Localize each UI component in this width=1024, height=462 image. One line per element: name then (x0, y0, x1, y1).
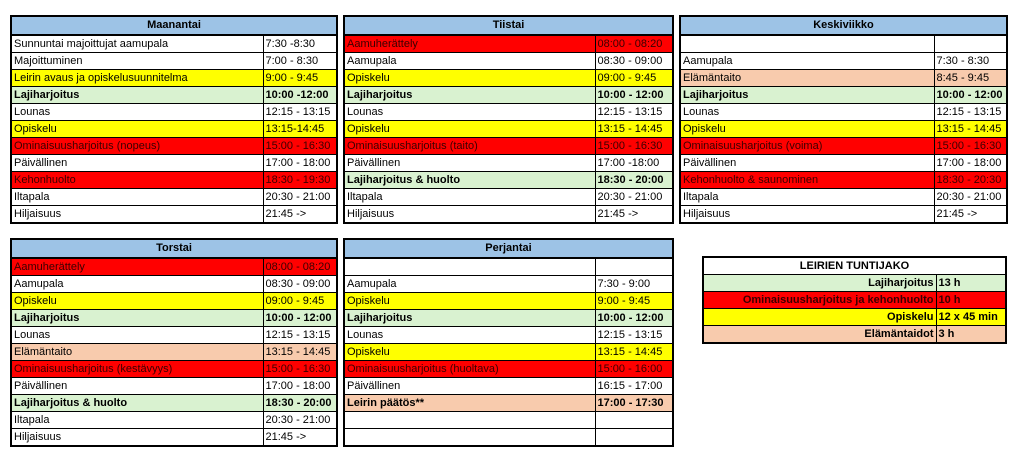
schedule-row (344, 155, 673, 172)
activity-cell: Opiskelu (344, 293, 595, 310)
schedule-row (344, 172, 673, 189)
activity-cell: Lajiharjoitus (11, 87, 263, 104)
activity-cell: Hiljaisuus (344, 206, 595, 224)
day-header: Keskiviikko (680, 16, 1007, 35)
activity-cell: Päivällinen (344, 378, 595, 395)
schedule-row (11, 87, 337, 104)
summary-row (703, 309, 1006, 326)
activity-cell: Iltapala (344, 189, 595, 206)
summary-row (703, 275, 1006, 292)
activity-cell (680, 35, 934, 53)
activity-cell: Opiskelu (344, 121, 595, 138)
time-cell: 9:00 - 9:45 (595, 293, 673, 310)
activity-cell: Aamuherättely (344, 35, 595, 53)
schedule-row (344, 189, 673, 206)
time-cell: 7:30 - 9:00 (595, 276, 673, 293)
schedule-row (680, 121, 1007, 138)
activity-cell: Lajiharjoitus (680, 87, 934, 104)
day-header: Perjantai (344, 239, 673, 258)
schedule-row (344, 327, 673, 344)
schedule-row (11, 53, 337, 70)
schedule-row (344, 378, 673, 395)
schedule-row (344, 258, 673, 276)
time-cell: 13:15 - 14:45 (263, 344, 337, 361)
schedule-row (680, 87, 1007, 104)
time-cell: 18:30 - 20:30 (934, 172, 1007, 189)
schedule-row (344, 276, 673, 293)
time-cell: 12:15 - 13:15 (595, 104, 673, 121)
time-cell: 12:15 - 13:15 (934, 104, 1007, 121)
day-header: Tiistai (344, 16, 673, 35)
time-cell (934, 35, 1007, 53)
time-cell: 15:00 - 16:00 (595, 361, 673, 378)
summary-label: Ominaisuusharjoitus ja kehonhuolto (703, 292, 936, 309)
activity-cell: Majoittuminen (11, 53, 263, 70)
summary-label: Elämäntaidot (703, 326, 936, 344)
activity-cell (344, 258, 595, 276)
summary-value: 12 x 45 min (936, 309, 1006, 326)
time-cell: 10:00 - 12:00 (934, 87, 1007, 104)
time-cell: 15:00 - 16:30 (263, 361, 337, 378)
schedule-row (680, 70, 1007, 87)
schedule-row (344, 310, 673, 327)
activity-cell: Aamuherättely (11, 258, 263, 276)
schedule-row (344, 395, 673, 412)
time-cell: 18:30 - 20:00 (595, 172, 673, 189)
time-cell: 10:00 -12:00 (263, 87, 337, 104)
summary-row (703, 292, 1006, 309)
schedule-row (11, 104, 337, 121)
activity-cell (344, 412, 595, 429)
activity-cell: Ominaisuusharjoitus (taito) (344, 138, 595, 155)
activity-cell: Lajiharjoitus (11, 310, 263, 327)
activity-cell: Iltapala (11, 189, 263, 206)
schedule-row (11, 172, 337, 189)
schedule-row (11, 206, 337, 224)
time-cell: 08:00 - 08:20 (595, 35, 673, 53)
schedule-row (680, 104, 1007, 121)
schedule-row (344, 138, 673, 155)
time-cell: 17:00 - 17:30 (595, 395, 673, 412)
schedule-row (11, 378, 337, 395)
schedule-row (11, 155, 337, 172)
friday-schedule (343, 238, 674, 447)
time-cell: 08:30 - 09:00 (595, 53, 673, 70)
schedule-row (680, 172, 1007, 189)
activity-cell: Elämäntaito (680, 70, 934, 87)
time-cell: 12:15 - 13:15 (595, 327, 673, 344)
summary-row (703, 326, 1006, 344)
schedule-row (11, 344, 337, 361)
schedule-row (11, 361, 337, 378)
schedule-row (344, 361, 673, 378)
schedule-row (680, 206, 1007, 224)
summary-value: 13 h (936, 275, 1006, 292)
summary-title: LEIRIEN TUNTIJAKO (703, 257, 1006, 275)
time-cell (595, 412, 673, 429)
time-cell: 08:30 - 09:00 (263, 276, 337, 293)
time-cell: 09:00 - 9:45 (263, 293, 337, 310)
time-cell: 13:15-14:45 (263, 121, 337, 138)
activity-cell: Opiskelu (344, 344, 595, 361)
schedule-row (344, 293, 673, 310)
time-cell: 17:00 - 18:00 (934, 155, 1007, 172)
activity-cell: Päivällinen (344, 155, 595, 172)
day-header: Torstai (11, 239, 337, 258)
activity-cell: Ominaisuusharjoitus (voima) (680, 138, 934, 155)
schedule-row (680, 189, 1007, 206)
summary-label: Lajiharjoitus (703, 275, 936, 292)
activity-cell: Kehonhuolto & saunominen (680, 172, 934, 189)
time-cell: 20:30 - 21:00 (934, 189, 1007, 206)
schedule-row (11, 310, 337, 327)
schedule-row (680, 53, 1007, 70)
activity-cell: Hiljaisuus (680, 206, 934, 224)
activity-cell: Aamupala (11, 276, 263, 293)
schedule-row (11, 293, 337, 310)
activity-cell: Päivällinen (11, 378, 263, 395)
schedule-row (11, 395, 337, 412)
activity-cell: Aamupala (344, 276, 595, 293)
activity-cell: Sunnuntai majoittujat aamupala (11, 35, 263, 53)
time-cell: 10:00 - 12:00 (263, 310, 337, 327)
day-header: Maanantai (11, 16, 337, 35)
activity-cell: Lounas (344, 104, 595, 121)
activity-cell: Lounas (11, 104, 263, 121)
summary-label: Opiskelu (703, 309, 936, 326)
time-cell: 21:45 -> (263, 206, 337, 224)
time-cell: 20:30 - 21:00 (595, 189, 673, 206)
activity-cell: Päivällinen (680, 155, 934, 172)
time-cell: 13:15 - 14:45 (595, 121, 673, 138)
schedule-row (344, 53, 673, 70)
activity-cell: Opiskelu (11, 293, 263, 310)
schedule-row (11, 276, 337, 293)
thursday-schedule (10, 238, 338, 447)
wednesday-schedule (679, 15, 1008, 224)
schedule-row (680, 35, 1007, 53)
time-cell: 18:30 - 20:00 (263, 395, 337, 412)
schedule-row (680, 155, 1007, 172)
time-cell: 13:15 - 14:45 (934, 121, 1007, 138)
schedule-row (11, 121, 337, 138)
time-cell: 21:45 -> (263, 429, 337, 447)
time-cell: 17:00 -18:00 (595, 155, 673, 172)
schedule-row (11, 429, 337, 447)
activity-cell: Opiskelu (680, 121, 934, 138)
activity-cell: Lajiharjoitus & huolto (11, 395, 263, 412)
schedule-row (344, 206, 673, 224)
activity-cell: Opiskelu (11, 121, 263, 138)
time-cell: 09:00 - 9:45 (595, 70, 673, 87)
schedule-row (344, 104, 673, 121)
activity-cell: Ominaisuusharjoitus (kestävyys) (11, 361, 263, 378)
schedule-row (344, 344, 673, 361)
time-cell (595, 429, 673, 447)
activity-cell: Iltapala (680, 189, 934, 206)
schedule-row (11, 189, 337, 206)
time-cell: 17:00 - 18:00 (263, 378, 337, 395)
time-cell: 15:00 - 16:30 (595, 138, 673, 155)
time-cell: 7:30 - 8:30 (934, 53, 1007, 70)
time-cell: 15:00 - 16:30 (263, 138, 337, 155)
schedule-row (11, 412, 337, 429)
activity-cell: Elämäntaito (11, 344, 263, 361)
schedule-row (344, 412, 673, 429)
activity-cell: Lounas (680, 104, 934, 121)
time-cell: 20:30 - 21:00 (263, 412, 337, 429)
tuesday-schedule (343, 15, 674, 224)
activity-cell: Hiljaisuus (11, 429, 263, 447)
activity-cell: Opiskelu (344, 70, 595, 87)
time-cell: 15:00 - 16:30 (934, 138, 1007, 155)
time-cell: 08:00 - 08:20 (263, 258, 337, 276)
time-cell: 17:00 - 18:00 (263, 155, 337, 172)
monday-schedule (10, 15, 338, 224)
activity-cell: Lounas (344, 327, 595, 344)
schedule-row (344, 35, 673, 53)
time-cell: 10:00 - 12:00 (595, 87, 673, 104)
activity-cell (344, 429, 595, 447)
time-cell: 21:45 -> (934, 206, 1007, 224)
activity-cell: Aamupala (680, 53, 934, 70)
schedule-row (11, 70, 337, 87)
schedule-row (344, 70, 673, 87)
activity-cell: Lounas (11, 327, 263, 344)
time-cell: 12:15 - 13:15 (263, 104, 337, 121)
activity-cell: Leirin avaus ja opiskelusuunnitelma (11, 70, 263, 87)
time-cell: 7:00 - 8:30 (263, 53, 337, 70)
activity-cell: Lajiharjoitus & huolto (344, 172, 595, 189)
summary-value: 3 h (936, 326, 1006, 344)
activity-cell: Leirin päätös** (344, 395, 595, 412)
schedule-row (344, 87, 673, 104)
time-cell: 18:30 - 19:30 (263, 172, 337, 189)
schedule-row (344, 429, 673, 447)
schedule-row (680, 138, 1007, 155)
time-cell: 16:15 - 17:00 (595, 378, 673, 395)
time-cell (595, 258, 673, 276)
time-cell: 20:30 - 21:00 (263, 189, 337, 206)
summary-value: 10 h (936, 292, 1006, 309)
activity-cell: Ominaisuusharjoitus (nopeus) (11, 138, 263, 155)
time-cell: 8:45 - 9:45 (934, 70, 1007, 87)
time-cell: 12:15 - 13:15 (263, 327, 337, 344)
activity-cell: Aamupala (344, 53, 595, 70)
schedule-row (11, 35, 337, 53)
schedule-row (344, 121, 673, 138)
schedule-row (11, 138, 337, 155)
time-cell: 13:15 - 14:45 (595, 344, 673, 361)
time-cell: 7:30 -8:30 (263, 35, 337, 53)
time-cell: 9:00 - 9:45 (263, 70, 337, 87)
hours-summary-table (702, 256, 1007, 344)
schedule-row (11, 258, 337, 276)
activity-cell: Kehonhuolto (11, 172, 263, 189)
activity-cell: Ominaisuusharjoitus (huoltava) (344, 361, 595, 378)
activity-cell: Lajiharjoitus (344, 87, 595, 104)
activity-cell: Iltapala (11, 412, 263, 429)
time-cell: 10:00 - 12:00 (595, 310, 673, 327)
schedule-row (11, 327, 337, 344)
activity-cell: Lajiharjoitus (344, 310, 595, 327)
time-cell: 21:45 -> (595, 206, 673, 224)
activity-cell: Hiljaisuus (11, 206, 263, 224)
activity-cell: Päivällinen (11, 155, 263, 172)
